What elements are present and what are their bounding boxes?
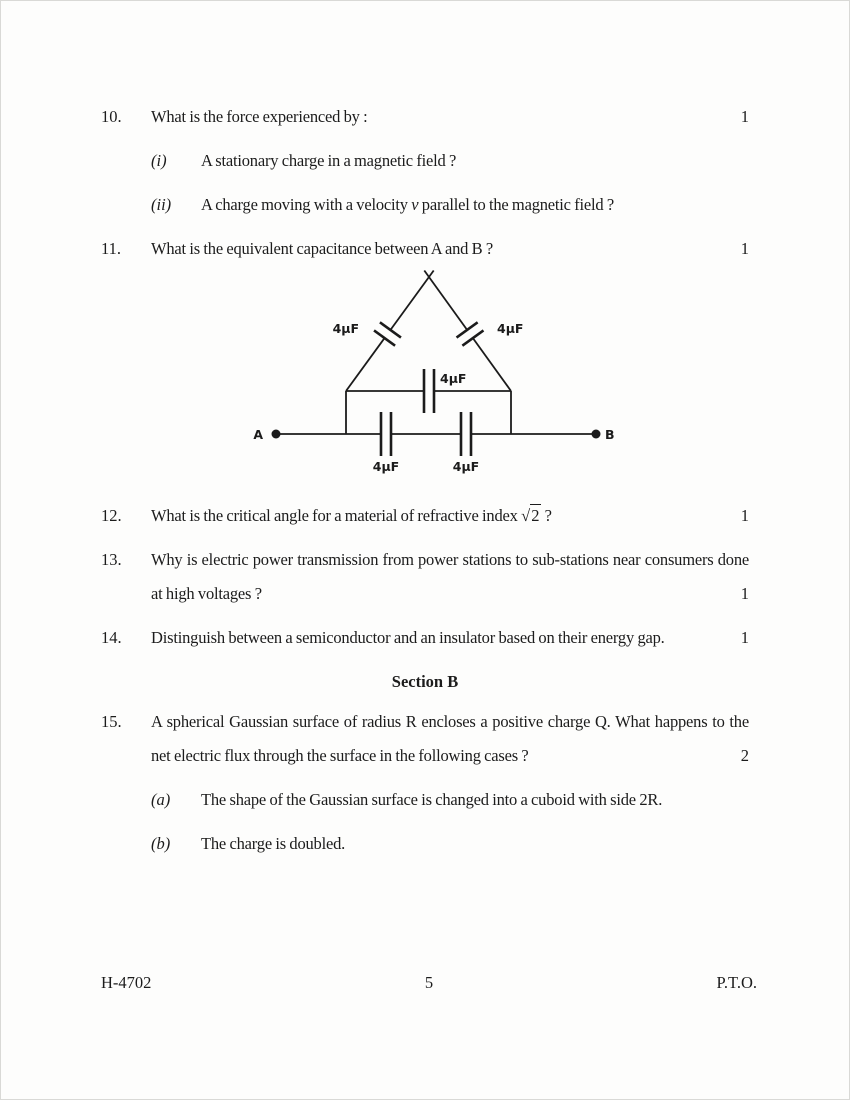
question-text: Distinguish between a semiconductor and an insulator based on their energy gap. xyxy=(151,628,665,647)
question-text xyxy=(151,499,749,533)
cap-bottom-right-label: 4μF xyxy=(452,459,480,474)
paper-code: H-4702 xyxy=(101,973,152,992)
marks-badge: 1 xyxy=(740,584,749,603)
question-15 xyxy=(101,705,749,861)
question-10 xyxy=(101,100,749,222)
question-13 xyxy=(101,543,749,611)
question-body xyxy=(151,705,749,773)
question-body xyxy=(151,543,749,611)
question-body xyxy=(151,499,749,533)
question-number: 14. xyxy=(101,628,122,647)
capacitor-middle xyxy=(424,369,434,413)
marks-badge: 1 xyxy=(740,239,749,258)
question-15-item-a xyxy=(151,783,749,817)
question-11-stem xyxy=(101,232,749,266)
question-number: 12. xyxy=(101,506,122,525)
question-12-stem xyxy=(101,499,749,533)
question-10-item-ii xyxy=(151,188,749,222)
question-number: 11. xyxy=(101,239,122,258)
section-heading: Section B xyxy=(391,672,459,691)
question-text: What is the force experienced by : xyxy=(151,107,368,126)
subitem-text-after: parallel to the magnetic field ? xyxy=(418,195,615,214)
velocity-symbol: v xyxy=(411,195,419,214)
question-body xyxy=(151,621,749,655)
cap-left-label: 4μF xyxy=(332,321,359,336)
question-body xyxy=(151,100,749,134)
capacitor-plates xyxy=(374,322,483,456)
marks-badge: 1 xyxy=(740,107,749,126)
marks-badge: 1 xyxy=(740,506,749,525)
question-number: 15. xyxy=(101,712,122,731)
subitem-text: The charge is doubled. xyxy=(201,834,346,853)
capacitor-network-svg xyxy=(241,269,641,489)
subitem-label: (ii) xyxy=(151,195,172,214)
question-number: 13. xyxy=(101,550,122,569)
pto-label: P.T.O. xyxy=(716,973,757,992)
subitem-text-before: A charge moving with a velocity xyxy=(201,195,412,214)
question-text: What is the equivalent capacitance between A and B ? xyxy=(151,239,493,258)
cap-middle-label: 4μF xyxy=(440,371,467,386)
sqrt-radicand: 2 xyxy=(531,506,540,525)
subitem-label: (i) xyxy=(151,151,167,170)
terminal-b-dot xyxy=(592,430,601,439)
question-15-item-b xyxy=(151,827,749,861)
question-text: A spherical Gaussian surface of radius R encloses a positive charge Q. What happens to the net electric flux through the surface in the following cases ? xyxy=(151,712,749,765)
capacitor-bottom-right xyxy=(461,412,471,456)
question-text-after: ? xyxy=(541,506,552,525)
question-15-stem xyxy=(101,705,749,773)
question-13-stem xyxy=(101,543,749,611)
question-10-item-i xyxy=(151,144,749,178)
terminal-a-dot xyxy=(272,430,281,439)
capacitor-bottom-left xyxy=(381,412,391,456)
terminal-b-label: B xyxy=(605,427,615,442)
question-11 xyxy=(101,232,749,489)
question-14 xyxy=(101,621,749,655)
circuit-wires xyxy=(276,271,596,435)
question-14-stem xyxy=(101,621,749,655)
question-body xyxy=(151,232,749,266)
subitem-label: (b) xyxy=(151,834,171,853)
capacitor-left xyxy=(374,322,401,345)
capacitor-right xyxy=(457,322,484,345)
page-number: 5 xyxy=(424,973,434,992)
circuit-diagram xyxy=(241,269,641,489)
question-number: 10. xyxy=(101,107,122,126)
subitem-text: The shape of the Gaussian surface is changed into a cuboid with side 2R. xyxy=(201,790,663,809)
marks-badge: 1 xyxy=(740,628,749,647)
terminal-a-label: A xyxy=(253,427,263,442)
question-10-stem xyxy=(101,100,749,134)
question-12 xyxy=(101,499,749,533)
subitem-label: (a) xyxy=(151,790,171,809)
cap-bottom-left-label: 4μF xyxy=(372,459,400,474)
marks-badge: 2 xyxy=(740,746,749,765)
question-text-before: What is the critical angle for a material of refractive index xyxy=(151,506,522,525)
sqrt-icon: √ xyxy=(521,506,531,525)
subitem-text xyxy=(201,188,749,222)
question-text: Why is electric power transmission from power stations to sub-stations near consumers done at high voltages ? xyxy=(151,550,749,603)
page-footer xyxy=(101,971,757,995)
subitem-text: A stationary charge in a magnetic field ? xyxy=(201,151,457,170)
cap-right-label: 4μF xyxy=(497,321,524,336)
